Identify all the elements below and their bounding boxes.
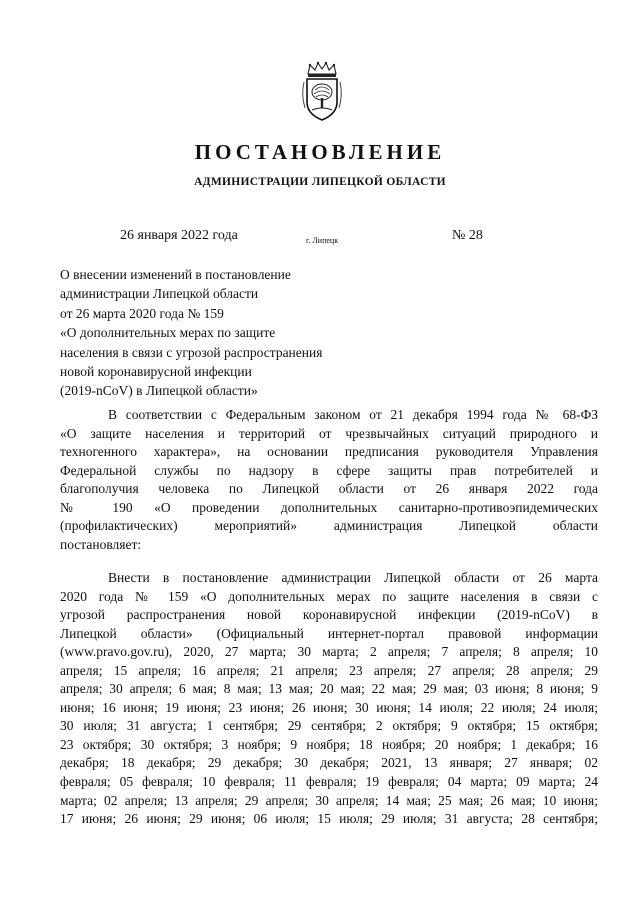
subject-line: администрации Липецкой области (60, 286, 259, 302)
paragraph-line: 2020 года № 159 «О дополнительных мерах по защите населения в связи с (60, 588, 598, 604)
document-number: № 28 (452, 228, 483, 243)
paragraph-line: 17 июня; 26 июня; 29 июня; 06 июля; 15 июля; 29 июля; 31 августа; 28 сентября; (60, 811, 598, 827)
document-subject (60, 265, 380, 401)
document-place: г. Липецк (306, 236, 339, 245)
paragraph-line: февраля; 05 февраля; 10 февраля; 11 февраля; 19 февраля; 04 марта; 09 марта; 24 (60, 774, 598, 790)
paragraph-line: Липецкой области» (Официальный интернет-портал правовой информации (60, 625, 598, 641)
paragraph-line: постановляет: (60, 536, 142, 552)
paragraph-line: В соответствии с Федеральным законом от 21 декабря 1994 года № 68-ФЗ (108, 407, 598, 422)
document-date: 26 января 2022 года (120, 228, 238, 243)
paragraph-line: угрозой распространения новой коронавирусной инфекции (2019-nCoV) в (60, 607, 598, 623)
subject-line: (2019-nCoV) в Липецкой области» (60, 383, 258, 399)
lipetsk-coat-of-arms-icon (300, 60, 344, 124)
paragraph-line: Федеральной службы по надзору в сфере защиты прав потребителей и (60, 462, 598, 478)
document-subtitle: АДМИНИСТРАЦИИ ЛИПЕЦКОЙ ОБЛАСТИ (194, 176, 446, 188)
paragraph-line: (www.pravo.gov.ru), 2020, 27 марта; 30 марта; 2 апреля; 7 апреля; 8 апреля; 10 (60, 644, 598, 660)
paragraph-line: 30 июля; 31 августа; 1 сентября; 29 сентября; 2 октября; 9 октября; 15 октября; (60, 718, 598, 734)
document-title: ПОСТАНОВЛЕНИЕ (194, 140, 446, 164)
paragraph-line: «О защите населения и территорий от чрезвычайных ситуаций природного и (60, 425, 598, 441)
paragraph-line: (профилактических) мероприятий» администрация Липецкой области (60, 518, 598, 534)
subject-line: от 26 марта 2020 года № 159 (60, 305, 224, 321)
paragraph-line: апреля; 30 апреля; 6 мая; 8 мая; 13 мая; 20 мая; 22 мая; 29 мая; 03 июня; 8 июня; 9 (60, 681, 598, 697)
paragraph-line: июня; 16 июня; 19 июня; 23 июня; 26 июня; 30 июня; 14 июля; 22 июля; 24 июля; (60, 699, 598, 715)
paragraph-line: декабря; 18 декабря; 29 декабря; 30 декабря; 2021, 13 января; 27 января; 02 (60, 755, 598, 771)
subject-line: населения в связи с угрозой распространения (60, 344, 323, 360)
resolution-paragraph (60, 569, 598, 829)
paragraph-line: техногенного характера», на основании предписания руководителя Управления (60, 444, 598, 460)
subject-line: новой коронавирусной инфекции (60, 364, 252, 380)
paragraph-line: № 190 «О проведении дополнительных санитарно-противоэпидемических (60, 499, 598, 515)
subject-line: «О дополнительных мерах по защите (60, 325, 276, 341)
preamble-paragraph (60, 406, 598, 554)
paragraph-line: Внести в постановление администрации Липецкой области от 26 марта (108, 570, 598, 585)
paragraph-line: апреля; 15 апреля; 16 апреля; 21 апреля; 23 апреля; 27 апреля; 28 апреля; 29 (60, 662, 598, 678)
paragraph-line: марта; 02 апреля; 13 апреля; 29 апреля; 30 апреля; 14 мая; 25 мая; 26 мая; 10 июня; (60, 792, 598, 808)
paragraph-line: 23 октября; 30 октября; 3 ноября; 9 ноября; 18 ноября; 20 ноября; 1 декабря; 16 (60, 736, 598, 752)
subject-line: О внесении изменений в постановление (60, 267, 291, 282)
paragraph-line: благополучия человека по Липецкой области от 26 января 2022 года (60, 481, 598, 497)
